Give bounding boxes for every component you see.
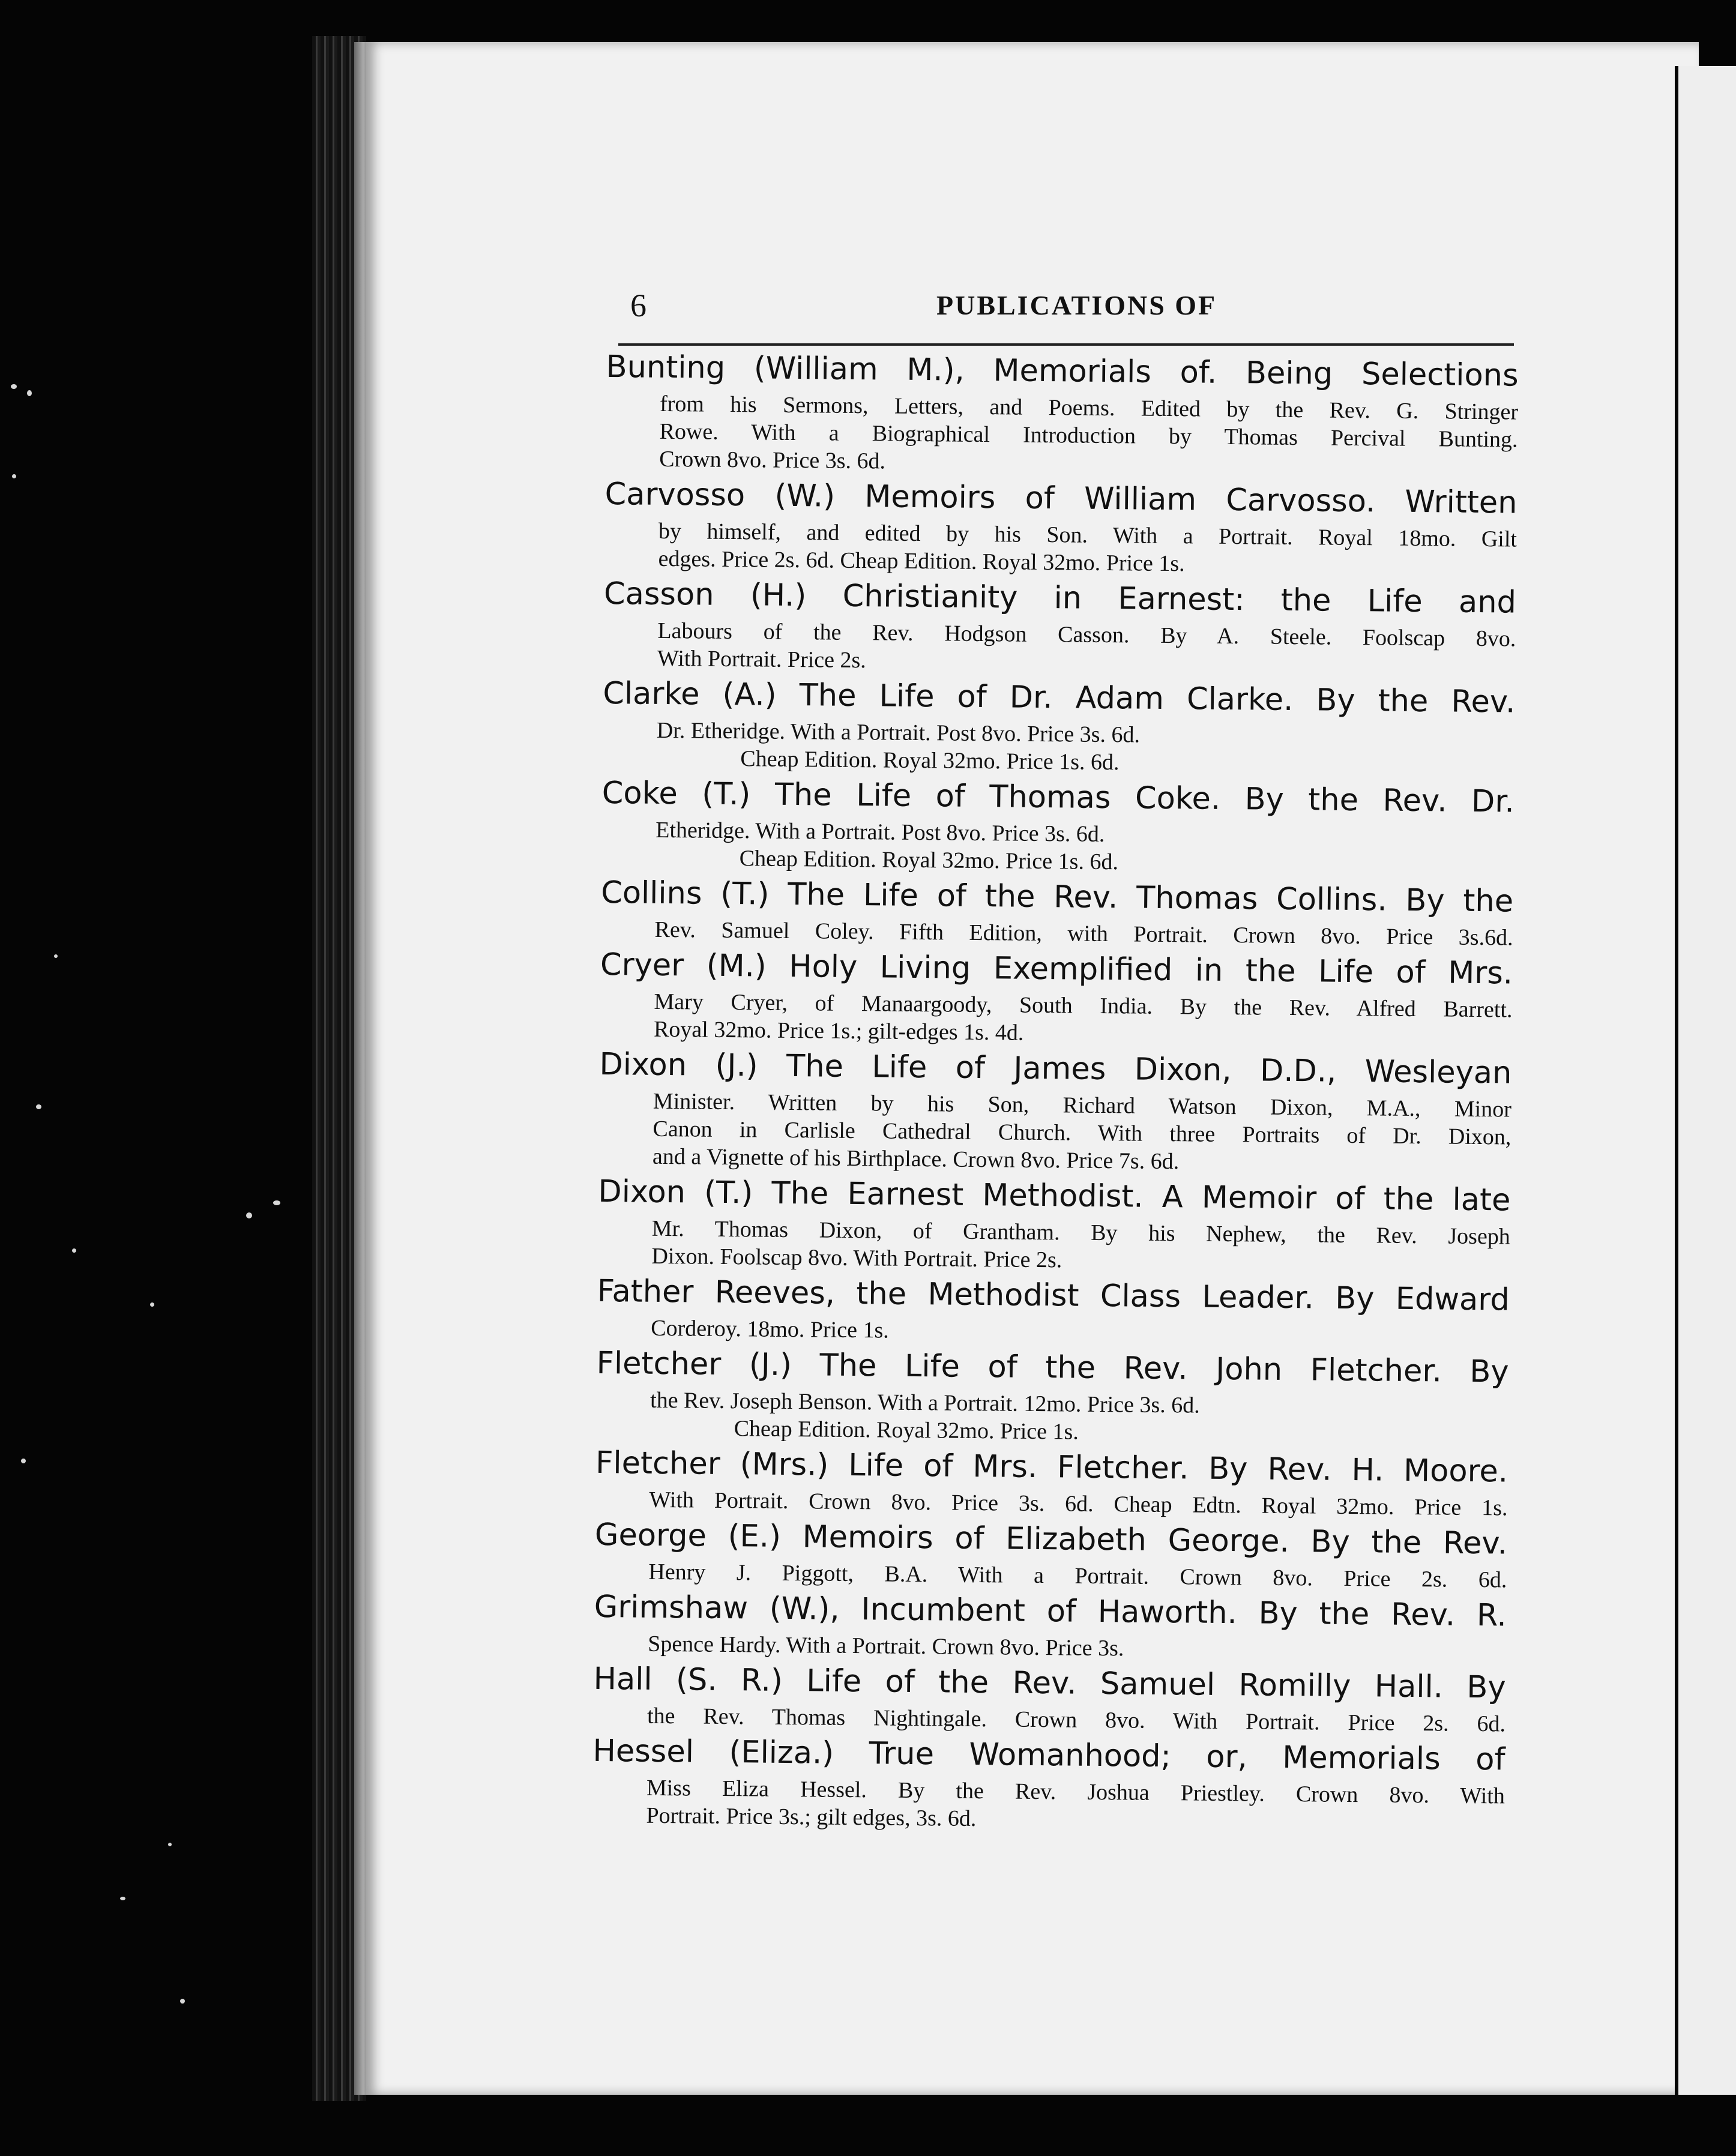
scan-speck xyxy=(120,1897,125,1900)
entry-title: Dixon (T.) The Earnest Methodist. A Memoir of the late xyxy=(598,1173,1511,1218)
entry-line: Rowe. With a Biographical Introduction by Thomas Percival Bunting. xyxy=(659,418,1518,453)
entry-title: Bunting (William M.), Memorials of. Being Selections xyxy=(606,349,1519,394)
catalogue-entry xyxy=(600,943,1513,1052)
entry-line: Corderoy. 18mo. Price 1s. xyxy=(651,1315,889,1343)
entry-title: Hall (S. R.) Life of the Rev. Samuel Romilly Hall. By xyxy=(593,1661,1506,1706)
entry-description xyxy=(597,1214,1510,1278)
entry-title: George (E.) Memoirs of Elizabeth George. By the Rev. xyxy=(594,1517,1508,1562)
scan-speck xyxy=(150,1302,154,1307)
entry-description xyxy=(604,517,1517,581)
catalogue-entry xyxy=(595,1441,1508,1522)
catalogue-entry xyxy=(598,1043,1512,1179)
entry-line: Crown 8vo. Price 3s. 6d. xyxy=(659,446,886,474)
entry-line: Mr. Thomas Dixon, of Grantham. By his Nephew, the Rev. Joseph xyxy=(651,1215,1511,1250)
entry-line: Cheap Edition. Royal 32mo. Price 1s. 6d. xyxy=(739,846,1119,875)
entry-description xyxy=(600,987,1513,1052)
entry-line: Spence Hardy. With a Portrait. Crown 8vo. Price 3s. xyxy=(648,1631,1124,1661)
adjacent-page-strip xyxy=(1675,66,1736,2095)
page-number: 6 xyxy=(630,288,646,324)
entry-title: Fletcher (J.) The Life of the Rev. John Fletcher. By xyxy=(596,1345,1509,1390)
catalogue-entry xyxy=(601,771,1515,880)
entry-line: Mary Cryer, of Manaargoody, South India. By the Rev. Alfred Barrett. xyxy=(654,989,1513,1023)
entry-line: from his Sermons, Letters, and Poems. Edited by the Rev. G. Stringer xyxy=(659,391,1519,425)
entry-line: Minister. Written by his Son, Richard Watson Dixon, M.A., Minor xyxy=(653,1088,1512,1122)
entry-line: Royal 32mo. Price 1s.; gilt-edges 1s. 4d. xyxy=(653,1016,1024,1046)
entry-description xyxy=(592,1774,1505,1838)
scan-speck xyxy=(54,954,58,958)
scan-speck xyxy=(36,1104,41,1109)
catalogue-entry xyxy=(595,1341,1509,1450)
catalogue-entry xyxy=(600,871,1513,952)
page-header xyxy=(618,282,1519,336)
entry-description xyxy=(603,616,1516,681)
entry-title: Hessel (Eliza.) True Womanhood; or, Memorials of xyxy=(592,1733,1505,1778)
entry-title: Collins (T.) The Life of the Rev. Thomas Collins. By the xyxy=(600,875,1514,920)
scan-speck xyxy=(273,1200,280,1205)
entry-description xyxy=(605,390,1518,481)
entry-title: Grimshaw (W.), Incumbent of Haworth. By the Rev. R. xyxy=(594,1589,1507,1634)
catalogue-entries xyxy=(592,345,1519,1837)
entry-line: Etheridge. With a Portrait. Post 8vo. Price 3s. 6d. xyxy=(656,817,1105,848)
entry-line: Henry J. Piggott, B.A. With a Portrait. Crown 8vo. Price 2s. 6d. xyxy=(648,1559,1507,1593)
catalogue-entry xyxy=(604,472,1517,581)
scan-speck xyxy=(21,1459,26,1463)
scan-speck xyxy=(180,1999,185,2004)
scan-speck xyxy=(246,1212,252,1218)
catalogue-entry xyxy=(597,1269,1510,1351)
scan-speck xyxy=(72,1248,76,1253)
entry-line: Dixon. Foolscap 8vo. With Portrait. Price 2s. xyxy=(651,1243,1062,1273)
catalogue-entry xyxy=(593,1657,1506,1738)
entry-title: Cryer (M.) Holy Living Exemplified in the Life of Mrs. xyxy=(600,947,1513,992)
header-rule xyxy=(618,343,1514,346)
entry-description xyxy=(602,716,1515,780)
catalogue-entry xyxy=(594,1585,1507,1666)
entry-line: the Rev. Joseph Benson. With a Portrait. 12mo. Price 3s. 6d. xyxy=(649,1387,1200,1418)
entry-title: Clarke (A.) The Life of Dr. Adam Clarke. By the Rev. xyxy=(603,675,1516,720)
entry-title: Coke (T.) The Life of Thomas Coke. By the Rev. Dr. xyxy=(601,775,1515,820)
entry-line: Miss Eliza Hessel. By the Rev. Joshua Priestley. Crown 8vo. With xyxy=(646,1775,1505,1809)
catalogue-entry xyxy=(594,1513,1507,1594)
entry-description xyxy=(601,816,1514,880)
entry-line: Canon in Carlisle Cathedral Church. With three Portraits of Dr. Dixon, xyxy=(653,1116,1511,1150)
entry-title: Father Reeves, the Methodist Class Leader. By Edward xyxy=(597,1273,1510,1318)
entry-description xyxy=(598,1087,1511,1179)
catalogue-entry xyxy=(602,672,1516,780)
entry-line: and a Vignette of his Birthplace. Crown 8vo. Price 7s. 6d. xyxy=(652,1143,1180,1175)
running-head: PUBLICATIONS OF xyxy=(936,290,1217,321)
entry-title: Carvosso (W.) Memoirs of William Carvosso. Written xyxy=(604,476,1517,521)
entry-line: With Portrait. Crown 8vo. Price 3s. 6d. Cheap Edtn. Royal 32mo. Price 1s. xyxy=(649,1487,1508,1521)
entry-line: by himself, and edited by his Son. With a Portrait. Royal 18mo. Gilt xyxy=(658,518,1517,552)
entry-description xyxy=(595,1386,1508,1450)
entry-line: the Rev. Thomas Nightingale. Crown 8vo. With Portrait. Price 2s. 6d. xyxy=(646,1703,1506,1737)
entry-line: edges. Price 2s. 6d. Cheap Edition. Royal 32mo. Price 1s. xyxy=(658,546,1185,577)
entry-line: Cheap Edition. Royal 32mo. Price 1s. 6d. xyxy=(740,746,1120,775)
scan-speck xyxy=(168,1843,172,1846)
entry-title: Casson (H.) Christianity in Earnest: the Life and xyxy=(603,576,1517,621)
scan-speck xyxy=(12,474,16,478)
entry-line: With Portrait. Price 2s. xyxy=(657,645,866,673)
entry-line: Rev. Samuel Coley. Fifth Edition, with Portrait. Crown 8vo. Price 3s.6d. xyxy=(654,917,1513,951)
entry-line: Dr. Etheridge. With a Portrait. Post 8vo. Price 3s. 6d. xyxy=(656,717,1141,748)
catalogue-entry xyxy=(597,1170,1511,1278)
entry-line: Portrait. Price 3s.; gilt edges, 3s. 6d. xyxy=(646,1802,977,1832)
scan-speck xyxy=(27,390,32,396)
catalogue-entry xyxy=(603,572,1517,681)
entry-line: Labours of the Rev. Hodgson Casson. By A. Steele. Foolscap 8vo. xyxy=(657,618,1516,652)
catalogue-entry xyxy=(592,1729,1505,1838)
catalogue-entry xyxy=(605,345,1519,481)
scan-speck xyxy=(11,384,17,389)
entry-title: Fletcher (Mrs.) Life of Mrs. Fletcher. By Rev. H. Moore. xyxy=(595,1445,1508,1490)
entry-title: Dixon (J.) The Life of James Dixon, D.D., Wesleyan xyxy=(599,1046,1512,1091)
entry-line: Cheap Edition. Royal 32mo. Price 1s. xyxy=(734,1416,1079,1445)
